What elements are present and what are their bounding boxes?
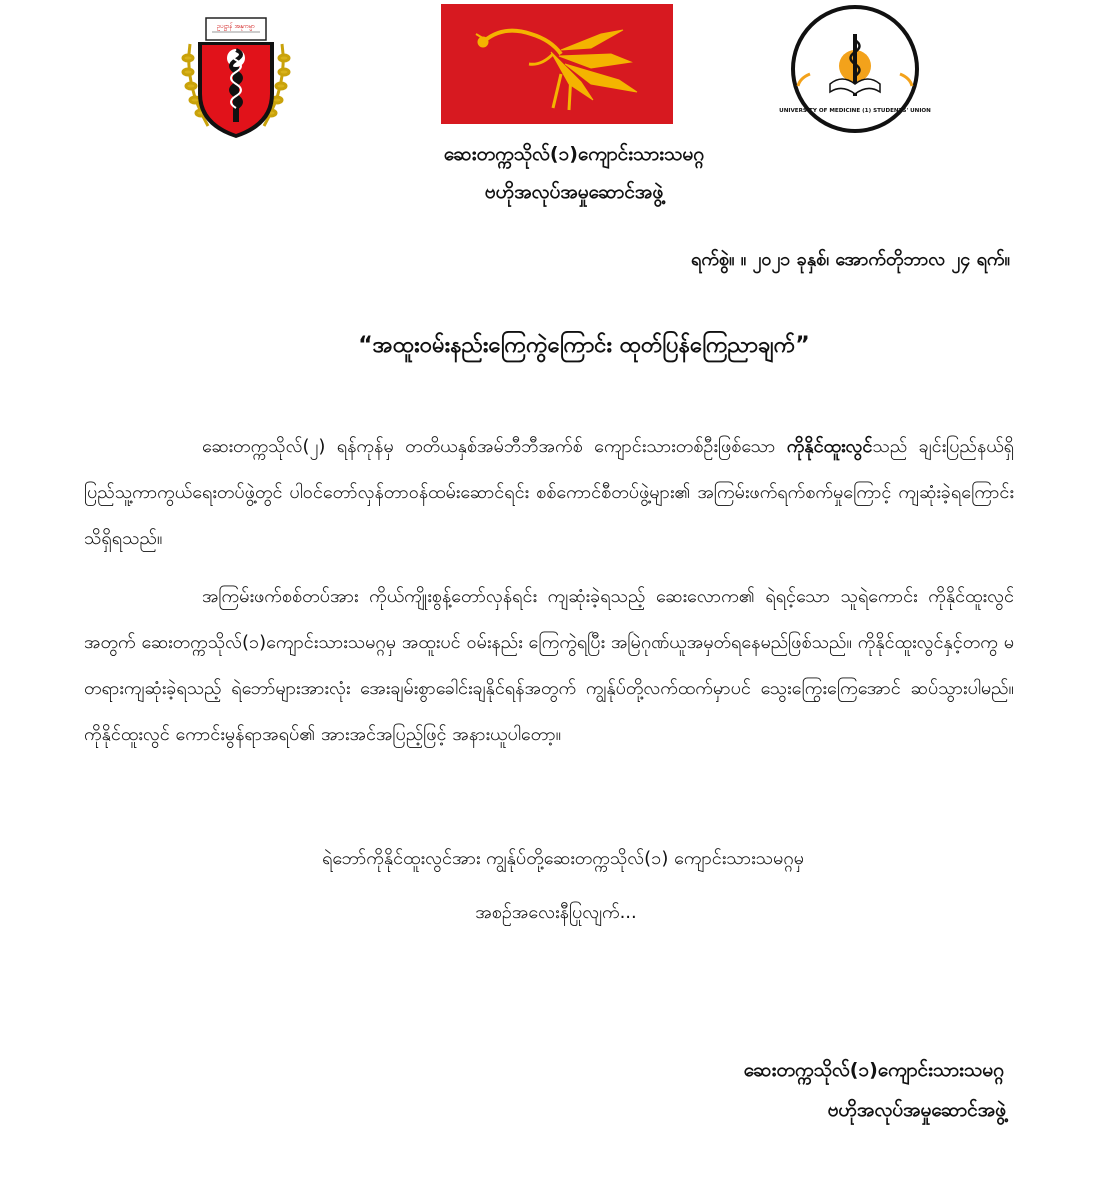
para1-prefix: ဆေးတက္ကသိုလ်(၂) ရန်ကုန်မှ တတိယနှစ်အမ်ဘီဘီအက်စ် ကျောင်းသားတစ်ဦးဖြစ်သော [202, 436, 787, 457]
hero-name: ကိုနိုင်ထူးလွင် [786, 436, 873, 457]
body-paragraph-2 [84, 574, 1014, 758]
red-peacock-flag-icon [441, 4, 673, 124]
students-union-seal-icon [779, 4, 931, 134]
body-paragraph-1 [84, 424, 1014, 562]
signature-committee: ဗဟိုအလုပ်အမှုဆောင်အဖွဲ့ [827, 1099, 1006, 1121]
date-line: ရက်စွဲ။ ။ ၂၀၂၁ ခုနှစ်၊ အောက်တိုဘာလ ၂၄ ရက်။ [690, 249, 1010, 270]
closing-line-1: ရဲဘော်ကိုနိုင်ထူးလွင်အား ကျွန်ုပ်တို့ဆေးတက္ကသိုလ်(၁) ကျောင်းသားသမဂ္ဂမှ [322, 848, 804, 869]
crest-banner-text: ဥပဋ္ဌာန် အနုကမ္ပာ [217, 23, 255, 30]
org-name-heading: ဆေးတက္ကသိုလ်(၁)ကျောင်းသားသမဂ္ဂ [443, 143, 705, 165]
committee-name-heading: ဗဟိုအလုပ်အမှုဆောင်အဖွဲ့ [484, 181, 664, 203]
university-crest-logo [180, 14, 292, 144]
university-crest-icon [180, 14, 292, 144]
students-union-flag-logo [441, 4, 673, 124]
signature-org: ဆေးတက္ကသိုလ်(၁)ကျောင်းသားသမဂ္ဂ [743, 1059, 1004, 1081]
students-union-seal-logo [779, 4, 931, 134]
para2-text: အကြမ်းဖက်စစ်တပ်အား ကိုယ်ကျိုးစွန့်တော်လှန်ရင်း ကျဆုံးခဲ့ရသည့် ဆေးလောက၏ ရဲရင့်သော သူရဲကောင်း ကိုနိုင်ထူးလွင်အတွက် ဆေးတက္ကသိုလ်(၁)ကျောင်းသားသမဂ္ဂမှ အထူးပင် ဝမ်းနည်း ကြေကွဲရပြီး အမြဲဂုဏ်ယူအမှတ်ရနေမည်ဖြစ်သည်။ ကိုနိုင်ထူးလွင်နှင့်တကွ မတရားကျဆုံးခဲ့ရသည့် ရဲဘော်များအားလုံး အေးချမ်းစွာခေါင်းချနိုင်ရန်အတွက် ကျွန်ုပ်တို့လက်ထက်မှာပင် သွေးကြွေးကြေအောင် ဆပ်သွားပါမည်။ ကိုနိုင်ထူးလွင် ကောင်းမွန်ရာအရပ်၏ အားအင်အပြည့်ဖြင့် အနားယူပါတော့။ [84, 586, 1014, 745]
statement-title: “အထူးဝမ်းနည်းကြေကွဲကြောင်း ထုတ်ပြန်ကြေညာချက်” [358, 333, 810, 358]
closing-line-2: အစဉ်အလေးနီပြုလျက်... [475, 902, 637, 923]
para1-suffix: သည် ချင်းပြည်နယ်ရှိပြည်သူ့ကာကွယ်ရေးတပ်ဖွဲ့တွင် ပါဝင်တော်လှန်တာဝန်ထမ်းဆောင်ရင်း စစ်ကောင်စီတပ်ဖွဲ့များ၏ အကြမ်းဖက်ရက်စက်မှုကြောင့် ကျဆုံးခဲ့ရကြောင်း သိရှိရသည်။ [84, 436, 1014, 549]
seal-text: UNIVERSITY OF MEDICINE (1) STUDENTS' UNION [779, 108, 931, 114]
